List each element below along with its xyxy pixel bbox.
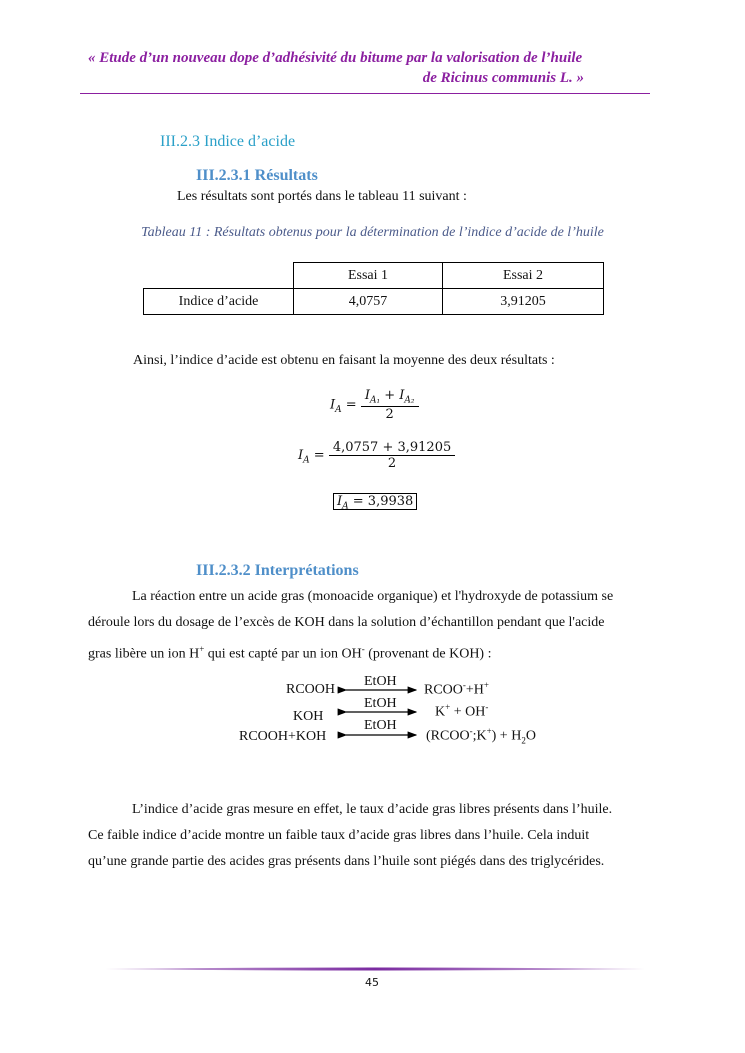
equation-2: [298, 440, 455, 471]
reaction-3-right: [426, 726, 536, 745]
r3-right: (RCOO: [426, 728, 470, 744]
table-header-cell: Essai 2: [443, 263, 604, 289]
subsection-heading-interpretations: III.2.3.2 Interprétations: [196, 562, 359, 579]
r2-right-tail: + OH: [450, 704, 486, 720]
table-cell: Indice d’acide: [144, 289, 294, 315]
equation-3-result: [333, 494, 417, 512]
header-title-line1: « Etude d’un nouveau dope d’adhésivité du bitume par la valorisation de l’huile: [88, 50, 583, 66]
subsection-heading-results: III.2.3.1 Résultats: [196, 167, 318, 184]
reaction-2-solvent: EtOH: [364, 696, 397, 711]
r2-right: K: [435, 704, 446, 720]
page-number: 45: [365, 976, 379, 989]
reaction-2-left: KOH: [293, 709, 324, 724]
reaction-2-right: [435, 702, 488, 721]
interpretation-paragraph-2: [88, 797, 655, 875]
average-text: Ainsi, l’indice d’acide est obtenu en faisant la moyenne des deux résultats :: [133, 353, 555, 368]
footer-divider: [105, 967, 645, 971]
eq2-equals: =: [313, 448, 325, 463]
r3-right-final: O: [525, 728, 536, 744]
table-header-row: [144, 263, 604, 289]
r1-right: RCOO: [424, 682, 463, 698]
eq1-fraction: [361, 388, 419, 422]
eq2-fraction: [329, 440, 455, 471]
reaction-1-solvent: EtOH: [364, 674, 397, 689]
eq3-lhs: I: [337, 494, 343, 509]
para1-line3-sup2: -: [361, 644, 365, 654]
section-heading: III.2.3 Indice d’acide: [160, 133, 296, 150]
para2-line1: L’indice d’acide gras mesure en effet, le taux d’acide gras libres présents dans l’huile.: [132, 802, 613, 817]
r3-right-end: ) + H: [491, 728, 522, 744]
header-title-line2: de Ricinus communis L. »: [422, 70, 584, 86]
interpretation-paragraph-1: [88, 584, 655, 668]
table-header-cell: [144, 263, 294, 289]
para1-line2: déroule lors du dosage de l’excès de KOH dans la solution d’échantillon pendant que l'acide: [88, 615, 605, 630]
reaction-3-left: RCOOH+KOH: [239, 729, 327, 744]
r1-right-tail-sup: +: [483, 680, 489, 690]
reaction-1-left: RCOOH: [286, 682, 336, 697]
eq1-num-b-sub: A₂: [404, 395, 415, 406]
document-header-title: [88, 48, 588, 88]
r3-right-sub: 2: [521, 735, 526, 746]
para1-line3-a: gras libère un ion H: [88, 646, 200, 662]
r2-right-tail-sup: -: [485, 702, 489, 712]
eq3-lhs-sub: A: [342, 501, 349, 512]
eq1-plus: +: [384, 388, 396, 403]
results-table: [143, 262, 604, 315]
eq2-numerator: 4,0757 + 3,91205: [329, 440, 455, 456]
eq1-num-a: I: [364, 388, 370, 403]
eq2-lhs: I: [298, 448, 304, 463]
eq3-rhs: = 3,9938: [352, 494, 414, 509]
table-row: [144, 289, 604, 315]
eq1-lhs: I: [330, 397, 336, 413]
eq1-num-b: I: [399, 388, 405, 403]
equation-1: [330, 388, 419, 422]
eq1-num-a-sub: A₁: [369, 395, 381, 406]
para2-line2: Ce faible indice d’acide montre un faible taux d’acide gras libres dans l’huile. Cela induit: [88, 828, 590, 843]
eq1-equals: =: [345, 397, 357, 413]
header-divider: [80, 93, 650, 94]
para2-line3: qu’une grande partie des acides gras présents dans l’huile sont piégés dans des triglycérides.: [88, 854, 605, 869]
para1-line3: [88, 636, 655, 668]
para1-line3-c: (provenant de KOH) :: [364, 646, 492, 662]
r3-right-sup: -: [469, 726, 473, 736]
reaction-1-right: [424, 680, 489, 699]
table-caption: Tableau 11 : Résultats obtenus pour la détermination de l’indice d’acide de l’huile: [141, 225, 604, 240]
r1-right-sup: -: [462, 680, 466, 690]
para1-line3-b: qui est capté par un ion OH: [204, 646, 362, 662]
r1-right-tail: +H: [465, 682, 484, 698]
eq1-denominator: 2: [385, 406, 394, 422]
eq2-lhs-sub: A: [303, 455, 310, 466]
results-intro-text: Les résultats sont portés dans le tableau 11 suivant :: [177, 189, 467, 204]
eq2-denominator: 2: [387, 456, 397, 471]
reaction-3-solvent: EtOH: [364, 718, 397, 733]
reaction-scheme: [230, 672, 570, 752]
table-cell: 3,91205: [443, 289, 604, 315]
r2-right-sup: +: [445, 702, 451, 712]
r3-right-tail-sup: +: [486, 726, 492, 736]
eq1-lhs-sub: A: [335, 404, 342, 415]
table-cell: 4,0757: [294, 289, 443, 315]
r3-right-tail: ;K: [472, 728, 487, 744]
para1-line3-sup1: +: [199, 644, 205, 654]
table-header-cell: Essai 1: [294, 263, 443, 289]
para1-line1: La réaction entre un acide gras (monoacide organique) et l'hydroxyde de potassium se: [132, 589, 614, 604]
